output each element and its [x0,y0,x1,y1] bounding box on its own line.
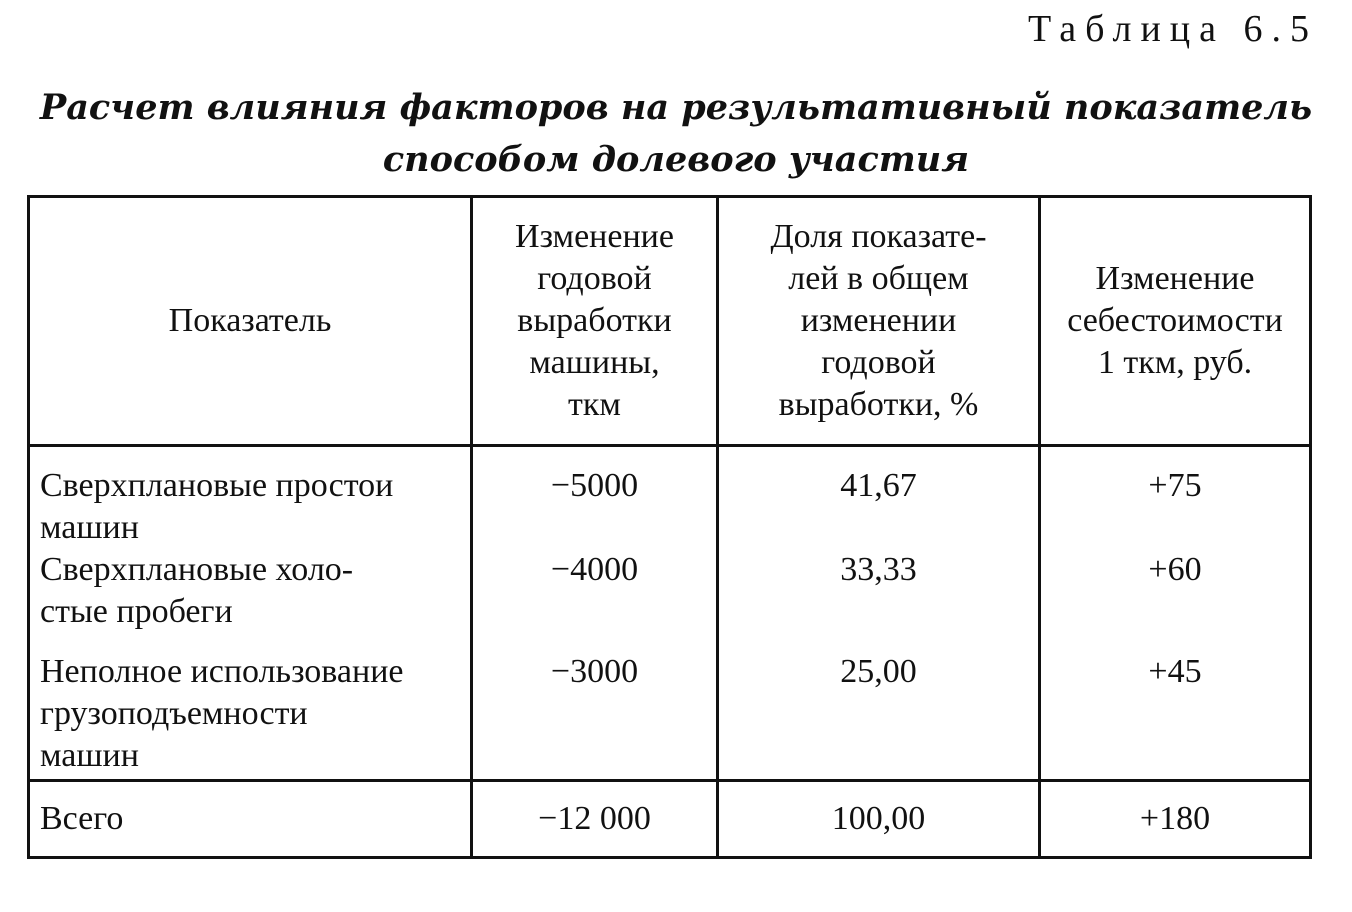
total-output-change: −12 000 [472,781,718,858]
row-output-change: −5000 [472,446,718,550]
table-row [29,651,1311,781]
data-table [27,195,1312,859]
total-label: Всего [29,781,472,858]
row-indicator: Сверхплановые холо- стые пробеги [29,549,472,651]
total-row [29,781,1311,858]
row-share: 33,33 [718,549,1040,651]
table-row [29,549,1311,651]
header-output-change: Изменение годовой выработки машины, ткм [472,197,718,446]
row-output-change: −4000 [472,549,718,651]
table-caption [0,82,1352,186]
header-row [29,197,1311,446]
row-share: 41,67 [718,446,1040,550]
row-cost-change: +75 [1040,446,1311,550]
row-cost-change: +60 [1040,549,1311,651]
total-share: 100,00 [718,781,1040,858]
row-indicator: Сверхплановые простои машин [29,446,472,550]
row-cost-change: +45 [1040,651,1311,781]
row-output-change: −3000 [472,651,718,781]
header-share: Доля показате- лей в общем изменении годовой выработки, % [718,197,1040,446]
caption-line-2: способом долевого участия [382,139,970,180]
header-indicator: Показатель [29,197,472,446]
row-indicator: Неполное использование грузоподъемности машин [29,651,472,781]
table-number-label: Таблица 6.5 [1027,8,1318,50]
table-row [29,446,1311,550]
header-cost-change: Изменение себестоимости 1 ткм, руб. [1040,197,1311,446]
row-share: 25,00 [718,651,1040,781]
caption-line-1: Расчет влияния факторов на результативный показатель [39,87,1313,128]
total-cost-change: +180 [1040,781,1311,858]
